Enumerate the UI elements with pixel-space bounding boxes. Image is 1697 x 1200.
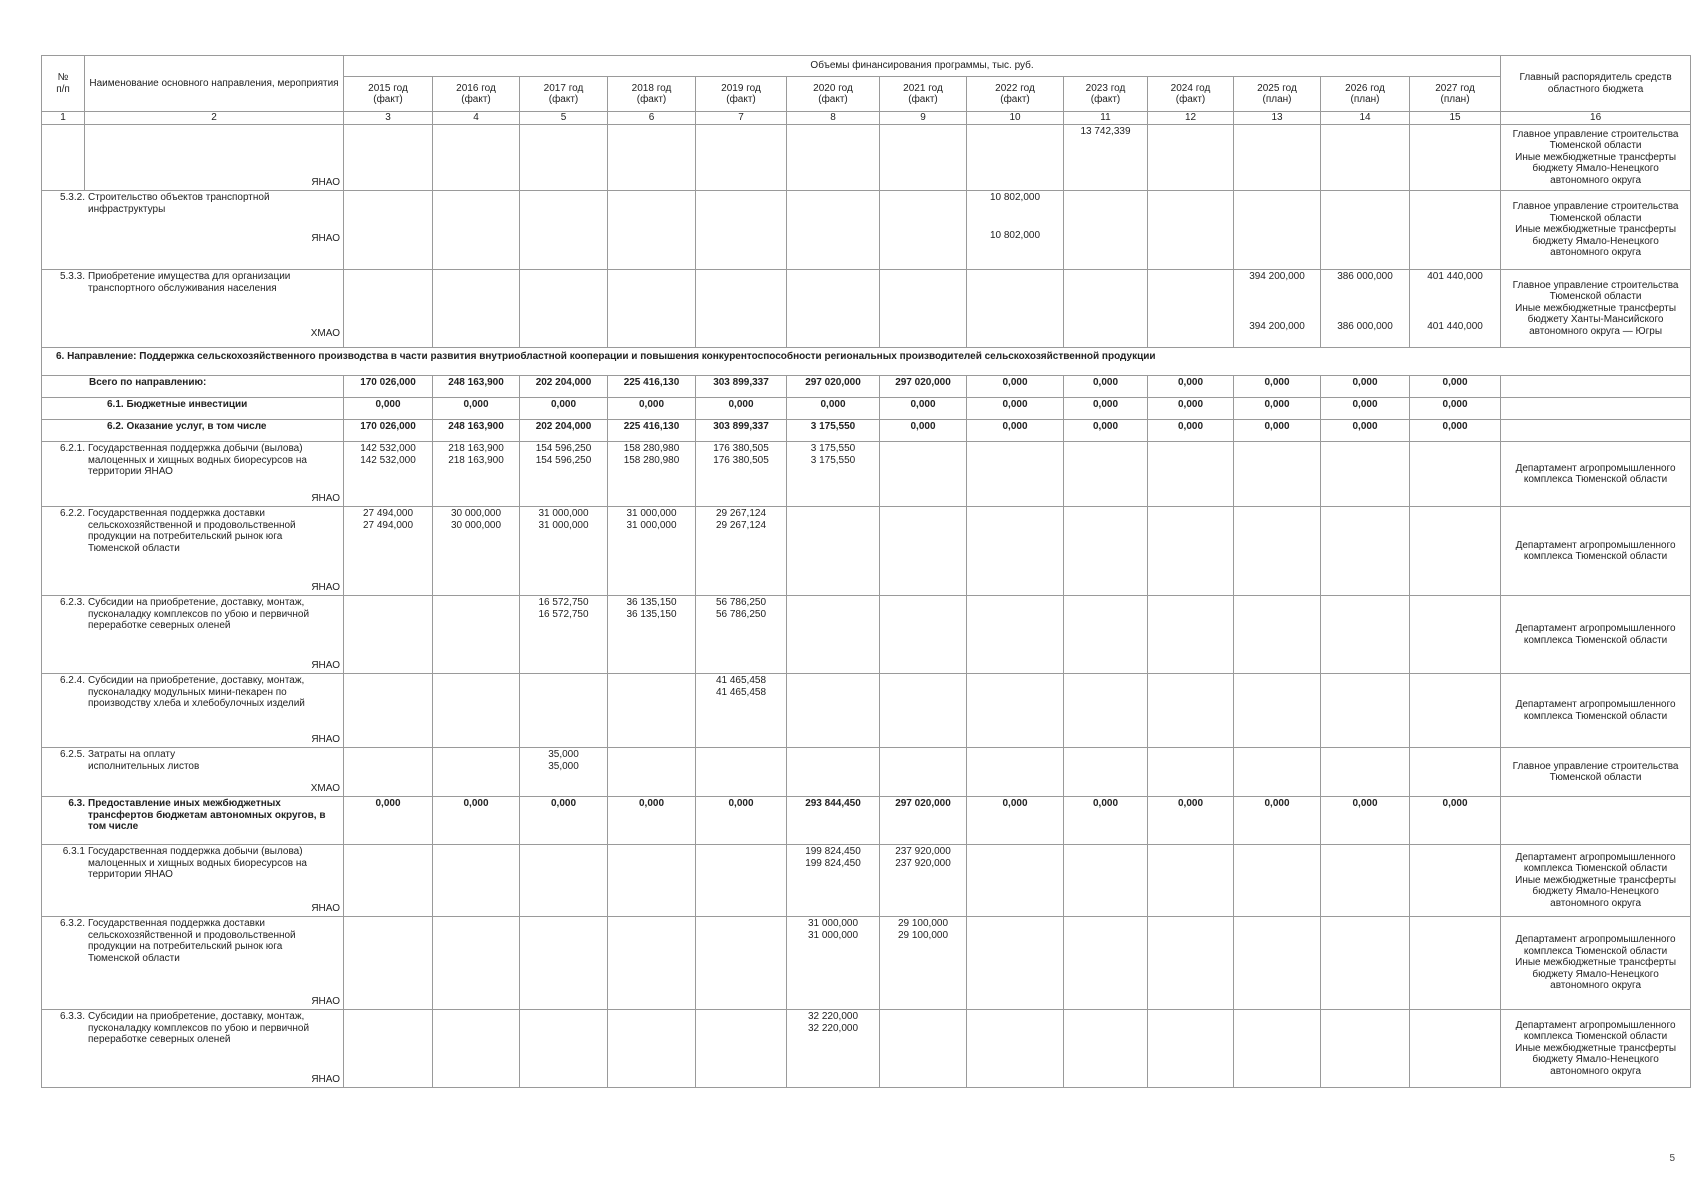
- value: 0,000: [1234, 420, 1321, 442]
- column-number: 2: [85, 112, 344, 125]
- value: 0,000: [1064, 420, 1148, 442]
- total-row: [42, 376, 1691, 398]
- responsible-cell: Департамент агропромышленного комплекса Тюменской области Иные межбюджетные трансферты бюджету Ямало-Ненецкого автономного округа: [1501, 1010, 1691, 1088]
- year-2027: 2027 год (план): [1410, 77, 1501, 112]
- value: 0,000: [967, 398, 1064, 420]
- row-title: Строительство объектов транспортной инфраструктуры: [88, 192, 270, 215]
- value-2023: 13 742,339: [1064, 125, 1148, 191]
- header-responsible: Главный распорядитель средств областного бюджета: [1501, 56, 1691, 112]
- value-2025-bottom: 394 200,000: [1249, 320, 1305, 332]
- value-2020: 31 000,000 31 000,000: [787, 917, 880, 1010]
- row-num: 6.2.5.: [59, 749, 85, 760]
- row-name: [42, 845, 344, 917]
- total-value: 0,000: [1234, 376, 1321, 398]
- value-2025: [1234, 270, 1321, 348]
- region-label: ЯНАО: [311, 659, 340, 671]
- region-label: ЯНАО: [311, 902, 340, 914]
- value: 248 163,900: [433, 420, 520, 442]
- value: 0,000: [967, 420, 1064, 442]
- year-2022: 2022 год (факт): [967, 77, 1064, 112]
- responsible-cell: Департамент агропромышленного комплекса Тюменской области: [1501, 674, 1691, 748]
- value-2021: 237 920,000 237 920,000: [880, 845, 967, 917]
- value-2019: 29 267,124 29 267,124: [696, 507, 787, 596]
- region-label: ЯНАО: [311, 1073, 340, 1085]
- value-2016: 218 163,900 218 163,900: [433, 442, 520, 507]
- value-2016: 30 000,000 30 000,000: [433, 507, 520, 596]
- year-2015: 2015 год (факт): [344, 77, 433, 112]
- value: 0,000: [1148, 797, 1234, 845]
- value: 225 416,130: [608, 420, 696, 442]
- year-2018: 2018 год (факт): [608, 77, 696, 112]
- responsible-cell: Департамент агропромышленного комплекса Тюменской области: [1501, 596, 1691, 674]
- region-label: ЯНАО: [311, 995, 340, 1007]
- total-value: 303 899,337: [696, 376, 787, 398]
- value-2018: 158 280,980 158 280,980: [608, 442, 696, 507]
- row-title: Государственная поддержка добычи (вылова) малоценных и хищных водных биоресурсов на территории ЯНАО: [88, 846, 307, 880]
- total-value: 297 020,000: [787, 376, 880, 398]
- value: 0,000: [880, 420, 967, 442]
- value: 0,000: [433, 398, 520, 420]
- row-name: [42, 797, 344, 845]
- table-row-6-2-4: [42, 674, 1691, 748]
- value-2021: 29 100,000 29 100,000: [880, 917, 967, 1010]
- value: 0,000: [608, 797, 696, 845]
- value: 0,000: [696, 398, 787, 420]
- responsible-cell: Главное управление строительства Тюменской области Иные межбюджетные трансферты бюджету Ямало-Ненецкого автономного округа: [1501, 191, 1691, 270]
- financing-table: [41, 55, 1691, 1088]
- column-number: 7: [696, 112, 787, 125]
- row-title: Государственная поддержка доставки сельскохозяйственной и продовольственной продукции на потребительский рынок юга Тюменской области: [88, 508, 296, 554]
- row-name: [42, 917, 344, 1010]
- value: 0,000: [1234, 398, 1321, 420]
- responsible-cell: Департамент агропромышленного комплекса Тюменской области Иные межбюджетные трансферты бюджету Ямало-Ненецкого автономного округа: [1501, 917, 1691, 1010]
- value-2027-bottom: 401 440,000: [1427, 320, 1483, 332]
- value-2015: 142 532,000 142 532,000: [344, 442, 433, 507]
- value-2018: 31 000,000 31 000,000: [608, 507, 696, 596]
- region-label: ХМАО: [310, 327, 340, 339]
- column-number: 15: [1410, 112, 1501, 125]
- value: 0,000: [880, 398, 967, 420]
- value-2022-top: 10 802,000: [989, 192, 1041, 203]
- direction-6-row: [42, 348, 1691, 376]
- value: 0,000: [1410, 398, 1501, 420]
- value: 0,000: [344, 398, 433, 420]
- row-title: Субсидии на приобретение, доставку, монтаж, пусконаладку комплексов по убою и первичной переработке северных оленей: [88, 1011, 310, 1045]
- year-2017: 2017 год (факт): [520, 77, 608, 112]
- value: 0,000: [344, 797, 433, 845]
- row-num: 6.2.4.: [59, 675, 85, 686]
- value-2019: 176 380,505 176 380,505: [696, 442, 787, 507]
- value: 0,000: [1410, 797, 1501, 845]
- table-row-6-3-3: [42, 1010, 1691, 1088]
- total-value: 0,000: [1321, 376, 1410, 398]
- value: 0,000: [433, 797, 520, 845]
- year-2016: 2016 год (факт): [433, 77, 520, 112]
- financing-table-wrapper: [41, 55, 1679, 1088]
- row-num: 6.3.: [68, 798, 85, 809]
- region-label: ЯНАО: [311, 581, 340, 593]
- value-2017: 154 596,250 154 596,250: [520, 442, 608, 507]
- value: 0,000: [1148, 420, 1234, 442]
- value: 0,000: [1321, 420, 1410, 442]
- row-title: Субсидии на приобретение, доставку, монтаж, пусконаладку комплексов по убою и первичной переработке северных оленей: [88, 597, 310, 631]
- table-row-6-2-3: [42, 596, 1691, 674]
- table-row-6-3-1: [42, 845, 1691, 917]
- row-name: [42, 1010, 344, 1088]
- value: 0,000: [608, 398, 696, 420]
- row-num: 5.3.3.: [59, 271, 85, 282]
- year-2026: 2026 год (план): [1321, 77, 1410, 112]
- value-2026-top: 386 000,000: [1337, 271, 1393, 282]
- value: 170 026,000: [344, 420, 433, 442]
- row-num: 6.3.1: [62, 846, 85, 857]
- row-name: [85, 125, 344, 191]
- row-num: 6.3.3.: [59, 1011, 85, 1022]
- row-num: 6.2.2.: [59, 508, 85, 519]
- column-number: 4: [433, 112, 520, 125]
- region-label: ХМАО: [310, 782, 340, 794]
- row-title: Приобретение имущества для организации транспортного обслуживания населения: [88, 271, 291, 294]
- column-number: 8: [787, 112, 880, 125]
- column-number: 16: [1501, 112, 1691, 125]
- region-label: ЯНАО: [311, 176, 340, 188]
- total-value: 202 204,000: [520, 376, 608, 398]
- year-2023: 2023 год (факт): [1064, 77, 1148, 112]
- row-name: [42, 507, 344, 596]
- row-title: Затраты на оплату исполнительных листов: [88, 749, 200, 772]
- responsible-cell: Департамент агропромышленного комплекса Тюменской области: [1501, 507, 1691, 596]
- row-name: [42, 596, 344, 674]
- total-value: 0,000: [1410, 376, 1501, 398]
- value-2020: 32 220,000 32 220,000: [787, 1010, 880, 1088]
- value: 0,000: [1064, 797, 1148, 845]
- value-2022: [967, 191, 1064, 270]
- header-num: № п/п: [42, 56, 85, 112]
- value-2020: 3 175,550 3 175,550: [787, 442, 880, 507]
- header-row: [42, 56, 1691, 77]
- row-name: [42, 442, 344, 507]
- value: 0,000: [1234, 797, 1321, 845]
- column-number: 14: [1321, 112, 1410, 125]
- row-title: Государственная поддержка доставки сельскохозяйственной и продовольственной продукции на потребительский рынок юга Тюменской области: [88, 918, 296, 964]
- value-2027-top: 401 440,000: [1427, 271, 1483, 282]
- value: 0,000: [1321, 797, 1410, 845]
- value: 0,000: [787, 398, 880, 420]
- column-number: 10: [967, 112, 1064, 125]
- value: 297 020,000: [880, 797, 967, 845]
- value-2019: 56 786,250 56 786,250: [696, 596, 787, 674]
- value-2022-bottom: 10 802,000: [989, 229, 1041, 241]
- region-label: ЯНАО: [311, 733, 340, 745]
- row-name: [42, 270, 344, 348]
- column-number: 11: [1064, 112, 1148, 125]
- row-name: [42, 748, 344, 797]
- value: 0,000: [967, 797, 1064, 845]
- total-value: 248 163,900: [433, 376, 520, 398]
- row-num: 6.2.1.: [59, 443, 85, 454]
- row-num: 5.3.2.: [59, 192, 85, 203]
- page-number: 5: [1669, 1153, 1675, 1164]
- row-6-2-label: 6.2. Оказание услуг, в том числе: [42, 420, 344, 442]
- value: 0,000: [696, 797, 787, 845]
- direction-6-title: 6. Направление: Поддержка сельскохозяйственного производства в части развития внутриобластной кооперации и повышения конкурентоспособности региональных производителей сельскохозяйственной продукции: [42, 348, 1691, 376]
- row-name: [42, 674, 344, 748]
- table-row-6-3-2: [42, 917, 1691, 1010]
- value-2015: 27 494,000 27 494,000: [344, 507, 433, 596]
- row-6-2: [42, 420, 1691, 442]
- value: 303 899,337: [696, 420, 787, 442]
- year-2024: 2024 год (факт): [1148, 77, 1234, 112]
- row-6-1-label: 6.1. Бюджетные инвестиции: [42, 398, 344, 420]
- value-2026: [1321, 270, 1410, 348]
- value: 293 844,450: [787, 797, 880, 845]
- table-row-5-3-2: [42, 191, 1691, 270]
- column-number: 12: [1148, 112, 1234, 125]
- column-number: 3: [344, 112, 433, 125]
- row-title: Государственная поддержка добычи (вылова) малоценных и хищных водных биоресурсов на территории ЯНАО: [88, 443, 307, 477]
- column-number: 5: [520, 112, 608, 125]
- responsible-cell: Департамент агропромышленного комплекса Тюменской области: [1501, 442, 1691, 507]
- table-row-5-3-1: [42, 125, 1691, 191]
- year-2021: 2021 год (факт): [880, 77, 967, 112]
- total-value: 0,000: [1148, 376, 1234, 398]
- region-label: ЯНАО: [311, 232, 340, 244]
- value: 0,000: [520, 797, 608, 845]
- responsible-cell: Департамент агропромышленного комплекса Тюменской области Иные межбюджетные трансферты бюджету Ямало-Ненецкого автономного округа: [1501, 845, 1691, 917]
- region-label: ЯНАО: [311, 492, 340, 504]
- value: 0,000: [520, 398, 608, 420]
- row-num: 6.2.3.: [59, 597, 85, 608]
- value: 0,000: [1321, 398, 1410, 420]
- table-row-5-3-3: [42, 270, 1691, 348]
- value-2017: 16 572,750 16 572,750: [520, 596, 608, 674]
- table-row-6-2-1: [42, 442, 1691, 507]
- value-2019: 41 465,458 41 465,458: [696, 674, 787, 748]
- value-2018: 36 135,150 36 135,150: [608, 596, 696, 674]
- responsible-cell: Главное управление строительства Тюменской области: [1501, 748, 1691, 797]
- value-2025-top: 394 200,000: [1249, 271, 1305, 282]
- year-2025: 2025 год (план): [1234, 77, 1321, 112]
- row-6-1: [42, 398, 1691, 420]
- total-value: 225 416,130: [608, 376, 696, 398]
- value: 202 204,000: [520, 420, 608, 442]
- value: 0,000: [1148, 398, 1234, 420]
- value: 3 175,550: [787, 420, 880, 442]
- responsible-cell: Главное управление строительства Тюменской области Иные межбюджетные трансферты бюджету Ханты-Мансийского автономного округа — Югры: [1501, 270, 1691, 348]
- total-label: Всего по направлению:: [42, 376, 344, 398]
- row-6-3: [42, 797, 1691, 845]
- header-name: Наименование основного направления, мероприятия: [85, 56, 344, 112]
- column-number: 9: [880, 112, 967, 125]
- row-title: Субсидии на приобретение, доставку, монтаж, пусконаладку модульных мини-пекарен по производству хлеба и хлебобулочных изделий: [88, 675, 305, 709]
- total-value: 170 026,000: [344, 376, 433, 398]
- value-2017: 31 000,000 31 000,000: [520, 507, 608, 596]
- row-name: [42, 191, 344, 270]
- table-row-6-2-2: [42, 507, 1691, 596]
- column-number: 1: [42, 112, 85, 125]
- value: 0,000: [1410, 420, 1501, 442]
- year-2020: 2020 год (факт): [787, 77, 880, 112]
- row-num: 6.3.2.: [59, 918, 85, 929]
- table-row-6-2-5: [42, 748, 1691, 797]
- value: 0,000: [1064, 398, 1148, 420]
- total-value: 297 020,000: [880, 376, 967, 398]
- value-2020: 199 824,450 199 824,450: [787, 845, 880, 917]
- column-number: 6: [608, 112, 696, 125]
- responsible-cell: Главное управление строительства Тюменской области Иные межбюджетные трансферты бюджету Ямало-Ненецкого автономного округа: [1501, 125, 1691, 191]
- header-volumes: Объемы финансирования программы, тыс. руб.: [344, 56, 1501, 77]
- total-value: 0,000: [1064, 376, 1148, 398]
- value-2027: [1410, 270, 1501, 348]
- value-2026-bottom: 386 000,000: [1337, 320, 1393, 332]
- year-2019: 2019 год (факт): [696, 77, 787, 112]
- column-number: 13: [1234, 112, 1321, 125]
- total-value: 0,000: [967, 376, 1064, 398]
- column-numbers-row: [42, 112, 1691, 125]
- row-num: [42, 125, 85, 191]
- value-2017: 35,000 35,000: [520, 748, 608, 797]
- row-title: Предоставление иных межбюджетных трансфертов бюджетам автономных округов, в том числе: [88, 798, 326, 832]
